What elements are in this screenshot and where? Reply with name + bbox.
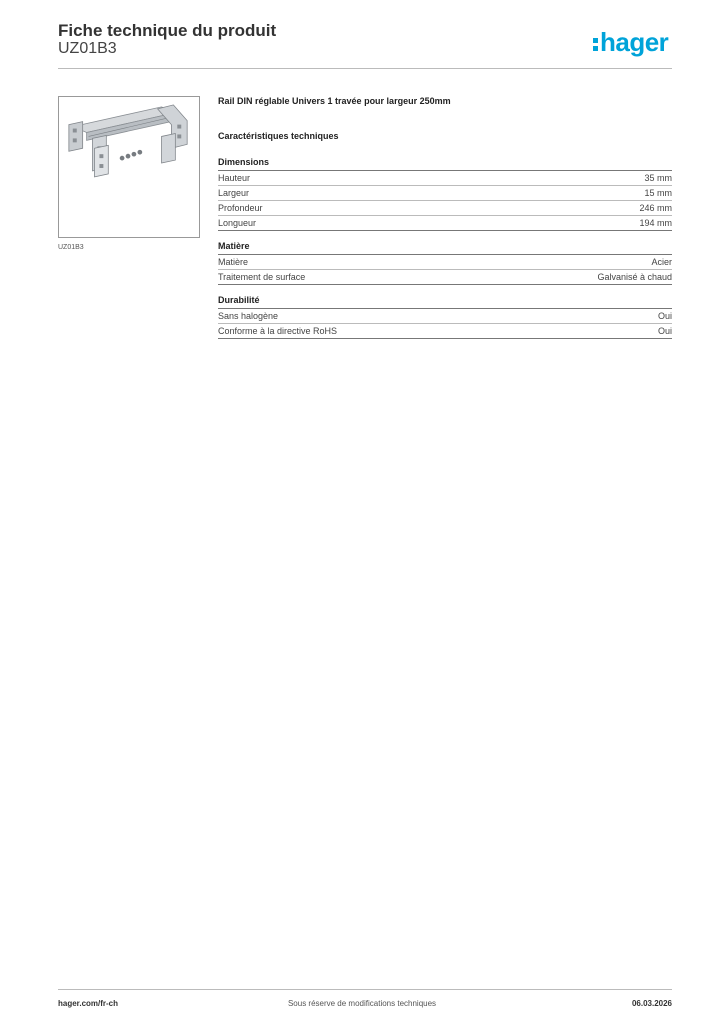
spec-label: Profondeur [218,203,263,213]
spec-label: Hauteur [218,173,251,183]
spec-row [218,201,672,216]
specs-title: Caractéristiques techniques [218,131,339,141]
footer-divider [58,989,672,990]
section-dimensions [218,157,672,231]
spec-label: Traitement de surface [218,272,306,282]
spec-row [218,270,672,285]
spec-value: Oui [657,311,672,321]
spec-row [218,216,672,231]
spec-label: Matière [218,257,249,267]
section-title: Dimensions [218,157,672,171]
spec-row [218,309,672,324]
spec-value: 35 mm [644,173,672,183]
footer-disclaimer: Sous réserve de modifications techniques [287,999,437,1008]
spec-row [218,255,672,270]
header-divider [58,68,672,69]
hager-logo [593,27,668,58]
footer-date: 06.03.2026 [631,999,672,1008]
spec-row [218,171,672,186]
section-title: Matière [218,241,672,255]
spec-value: 246 mm [639,203,672,213]
section-material [218,241,672,285]
spec-label: Conforme à la directive RoHS [218,326,338,336]
spec-label: Sans halogène [218,311,279,321]
logo-text: hager [600,27,669,57]
section-title: Durabilité [218,295,672,309]
spec-row [218,186,672,201]
spec-value: 194 mm [639,218,672,228]
spec-value: Oui [657,326,672,336]
spec-label: Longueur [218,218,257,228]
din-rail-illustration [59,97,199,237]
page-title: Fiche technique du produit [58,21,277,40]
product-description: Rail DIN réglable Univers 1 travée pour largeur 250mm [218,96,451,106]
product-reference: UZ01B3 [58,40,117,57]
product-details [218,96,672,349]
spec-value: 15 mm [644,188,672,198]
logo-dots-icon [593,38,598,51]
spec-label: Largeur [218,188,250,198]
product-image [58,96,200,238]
spec-row [218,324,672,339]
spec-value: Galvanisé à chaud [597,272,672,282]
spec-value: Acier [651,257,672,267]
footer-website-link[interactable]: hager.com/fr-ch [58,999,119,1008]
section-durability [218,295,672,339]
image-caption: UZ01B3 [58,244,84,251]
